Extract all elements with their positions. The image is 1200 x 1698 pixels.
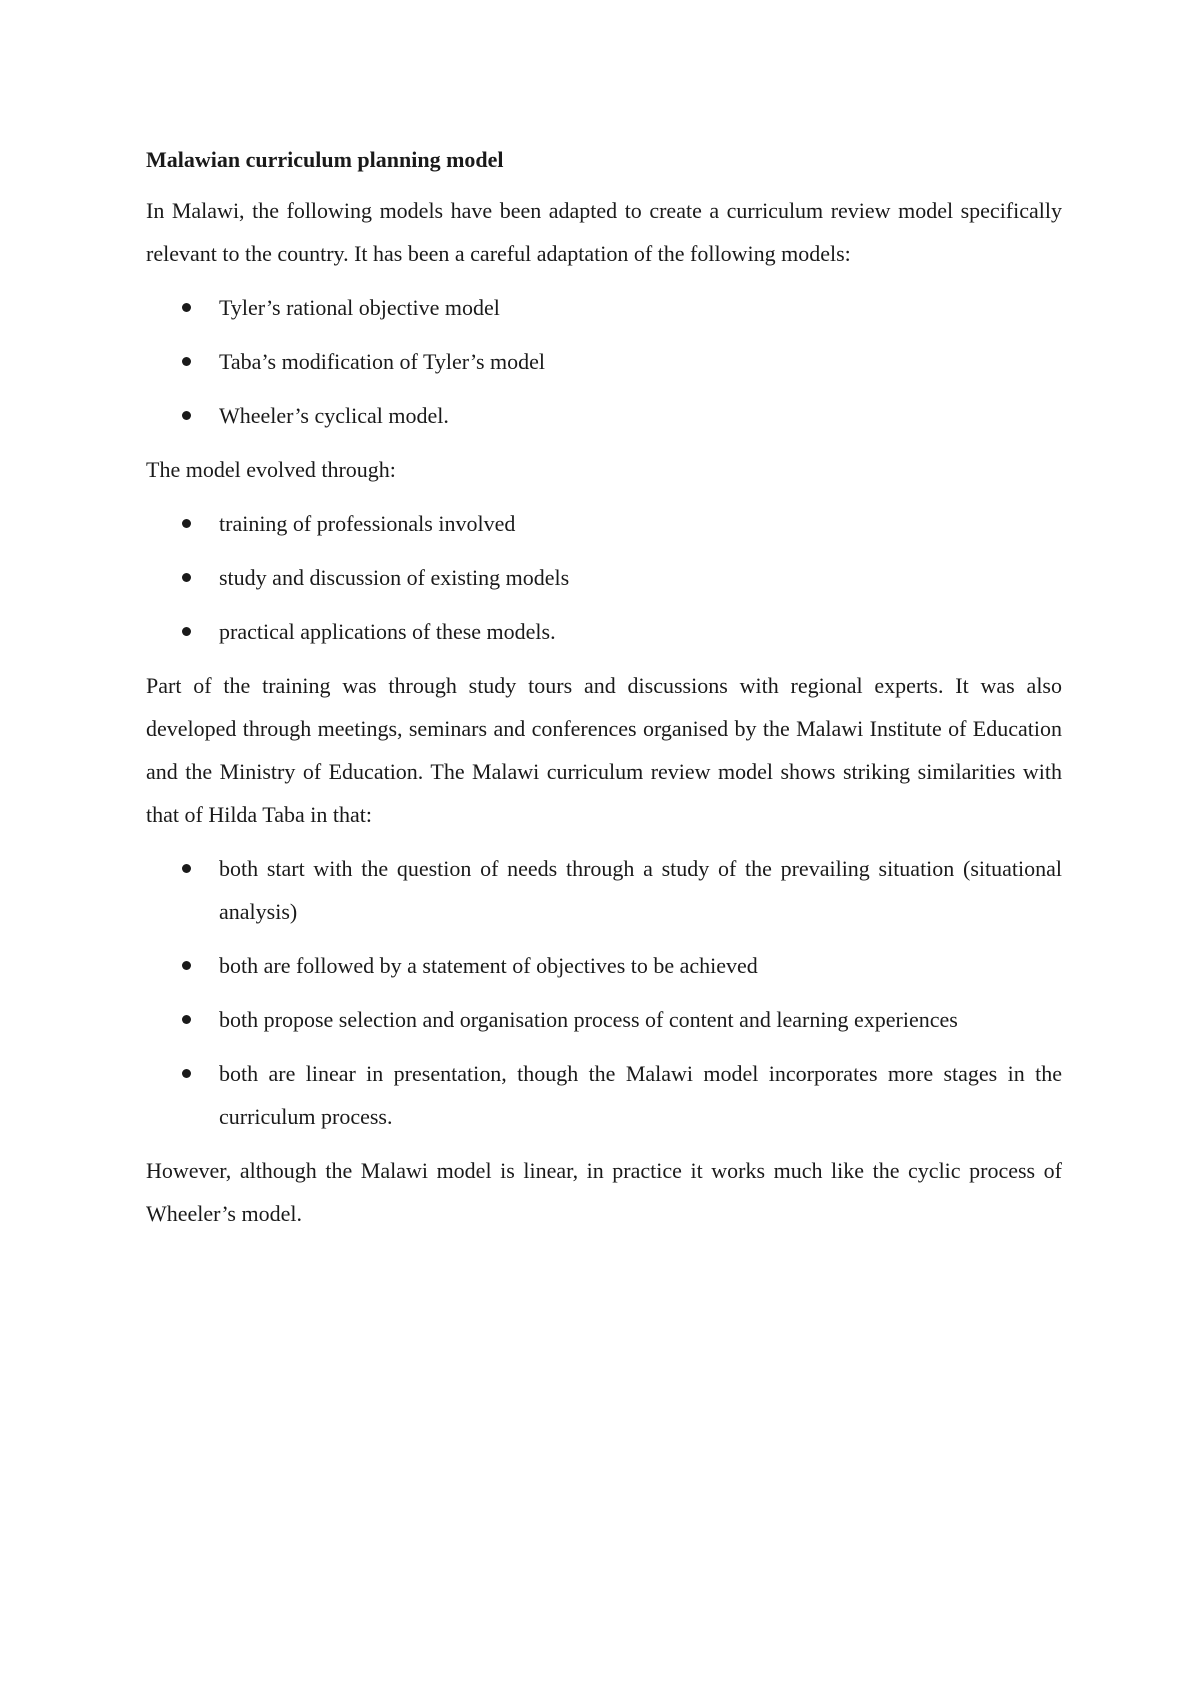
list-item	[146, 944, 1062, 987]
bullet-icon	[182, 864, 191, 873]
list-item-text: Tyler’s rational objective model	[219, 295, 500, 320]
list-item	[146, 998, 1062, 1041]
list-item	[146, 847, 1062, 933]
list-item-text: both propose selection and organisation process of content and learning experiences	[219, 1007, 958, 1032]
list-item-text: both start with the question of needs through a study of the prevailing situation (situational analysis)	[219, 856, 1062, 924]
bullet-icon	[182, 1015, 191, 1024]
training-paragraph: Part of the training was through study tours and discussions with regional experts. It was also developed through meetings, seminars and conferences organised by the Malawi Institute of Education and the Ministry of Education. The Malawi curriculum review model shows striking similarities with that of Hilda Taba in that:	[146, 673, 1062, 827]
list-item-text: practical applications of these models.	[219, 619, 556, 644]
list-item	[146, 610, 1062, 653]
list-item-text: training of professionals involved	[219, 511, 516, 536]
list-item	[146, 340, 1062, 383]
section-heading: Malawian curriculum planning model	[146, 147, 504, 172]
list-item-text: both are linear in presentation, though the Malawi model incorporates more stages in the curriculum process.	[219, 1061, 1062, 1129]
list-item	[146, 286, 1062, 329]
bullet-icon	[182, 411, 191, 420]
list-item-text: Wheeler’s cyclical model.	[219, 403, 449, 428]
document-body	[146, 142, 1062, 1246]
list-item	[146, 1052, 1062, 1138]
bullet-icon	[182, 627, 191, 636]
bullet-icon	[182, 303, 191, 312]
list-item	[146, 394, 1062, 437]
list-item-text: Taba’s modification of Tyler’s model	[219, 349, 546, 374]
conclusion-paragraph: However, although the Malawi model is linear, in practice it works much like the cyclic process of Wheeler’s model.	[146, 1158, 1062, 1226]
list-item-text: both are followed by a statement of objectives to be achieved	[219, 953, 758, 978]
intro-paragraph: In Malawi, the following models have been adapted to create a curriculum review model specifically relevant to the country. It has been a careful adaptation of the following models:	[146, 198, 1062, 266]
bullet-icon	[182, 1069, 191, 1078]
bullet-icon	[182, 573, 191, 582]
list-item	[146, 556, 1062, 599]
similarities-list	[146, 847, 1062, 1138]
bullet-icon	[182, 961, 191, 970]
bullet-icon	[182, 357, 191, 366]
list-item	[146, 502, 1062, 545]
evolved-intro-paragraph: The model evolved through:	[146, 457, 396, 482]
evolved-list	[146, 502, 1062, 653]
bullet-icon	[182, 519, 191, 528]
list-item-text: study and discussion of existing models	[219, 565, 570, 590]
models-list	[146, 286, 1062, 437]
